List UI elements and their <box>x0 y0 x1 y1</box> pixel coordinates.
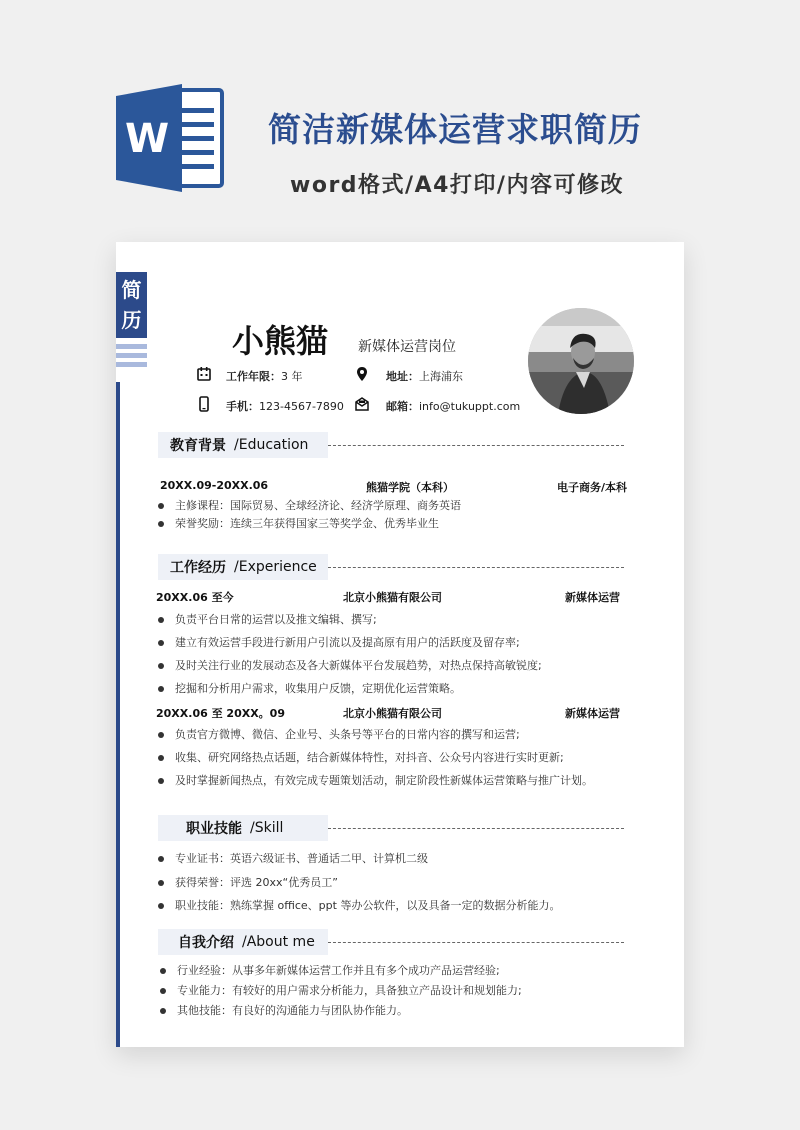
list-item: 及时关注行业的发展动态及各大新媒体平台发展趋势，对热点保持高敏锐度; <box>154 657 542 680</box>
side-accent-bar <box>116 382 120 1047</box>
section-heading-about: 自我介绍 /About me <box>158 929 328 955</box>
list-item: 专业能力：有较好的用户需求分析能力，具备独立产品设计和规划能力; <box>156 982 522 1002</box>
address: 地址：上海浦东 <box>386 370 463 383</box>
list-item: 建立有效运营手段进行新用户引流以及提高原有用户的活跃度及留存率; <box>154 634 542 657</box>
job-role: 新媒体运营 <box>565 591 620 604</box>
list-item: 获得荣誉：评选 20xx“优秀员工” <box>154 874 560 898</box>
list-item: 主修课程：国际贸易、全球经济论、经济学原理、商务英语 <box>154 497 461 515</box>
email-address: 邮箱：info@tukuppt.com <box>386 400 521 413</box>
job-company: 北京小熊猫有限公司 <box>343 707 442 720</box>
list-item: 收集、研究网络热点话题，结合新媒体特性，对抖音、公众号内容进行实时更新; <box>154 749 593 772</box>
list-item: 荣誉奖励：连续三年获得国家三等奖学金、优秀毕业生 <box>154 515 461 533</box>
list-item: 及时掌握新闻热点，有效完成专题策划活动，制定阶段性新媒体运营策略与推广计划。 <box>154 772 593 795</box>
job-period: 20XX.06 至 20XX。09 <box>156 707 285 720</box>
list-item: 挖掘和分析用户需求，收集用户反馈，定期优化运营策略。 <box>154 680 542 703</box>
candidate-name: 小熊猫 <box>232 322 329 360</box>
list-item: 负责官方微博、微信、企业号、头条号等平台的日常内容的撰写和运营; <box>154 726 593 749</box>
section-divider <box>328 567 624 568</box>
location-pin-icon <box>354 366 370 382</box>
profile-photo <box>528 308 634 414</box>
target-position: 新媒体运营岗位 <box>358 339 456 355</box>
section-divider <box>328 942 624 943</box>
list-item: 行业经验：从事多年新媒体运营工作并且有多个成功产品运营经验; <box>156 962 522 982</box>
section-heading-skill: 职业技能 /Skill <box>158 815 328 841</box>
calendar-icon <box>196 366 212 382</box>
education-period: 20XX.09-20XX.06 <box>160 479 269 492</box>
about-list <box>156 962 522 1022</box>
word-app-icon <box>116 84 226 192</box>
job-duties <box>154 726 593 795</box>
word-icon-letter: W <box>124 116 170 162</box>
phone-number: 手机：123-4567-7890 <box>226 400 344 413</box>
banner-subtitle: word格式/A4打印/内容可修改 <box>290 173 624 198</box>
list-item: 职业技能：熟练掌握 office、ppt 等办公软件，以及具备一定的数据分析能力。 <box>154 897 560 921</box>
education-major: 电子商务/本科 <box>557 481 628 494</box>
list-item: 负责平台日常的运营以及推文编辑、撰写; <box>154 611 542 634</box>
tag-stripe <box>116 353 147 358</box>
section-divider <box>328 828 624 829</box>
job-period: 20XX.06 至今 <box>156 591 234 604</box>
mail-icon <box>354 396 370 412</box>
banner-title: 简洁新媒体运营求职简历 <box>268 110 642 149</box>
tag-stripe <box>116 344 147 349</box>
skill-list <box>154 850 560 921</box>
tag-stripe <box>116 362 147 367</box>
list-item: 专业证书：英语六级证书、普通话二甲、计算机二级 <box>154 850 560 874</box>
job-company: 北京小熊猫有限公司 <box>343 591 442 604</box>
job-role: 新媒体运营 <box>565 707 620 720</box>
education-school: 熊猫学院（本科） <box>366 481 454 494</box>
list-item: 其他技能：有良好的沟通能力与团队协作能力。 <box>156 1002 522 1022</box>
resume-paper <box>116 242 684 1047</box>
section-divider <box>328 445 624 446</box>
education-details <box>154 497 461 533</box>
section-heading-education: 教育背景 /Education <box>158 432 328 458</box>
job-duties <box>154 611 542 703</box>
resume-tag: 简历 <box>116 272 147 338</box>
work-years: 工作年限：3 年 <box>226 370 303 383</box>
phone-icon <box>196 396 212 412</box>
section-heading-experience: 工作经历 /Experience <box>158 554 328 580</box>
